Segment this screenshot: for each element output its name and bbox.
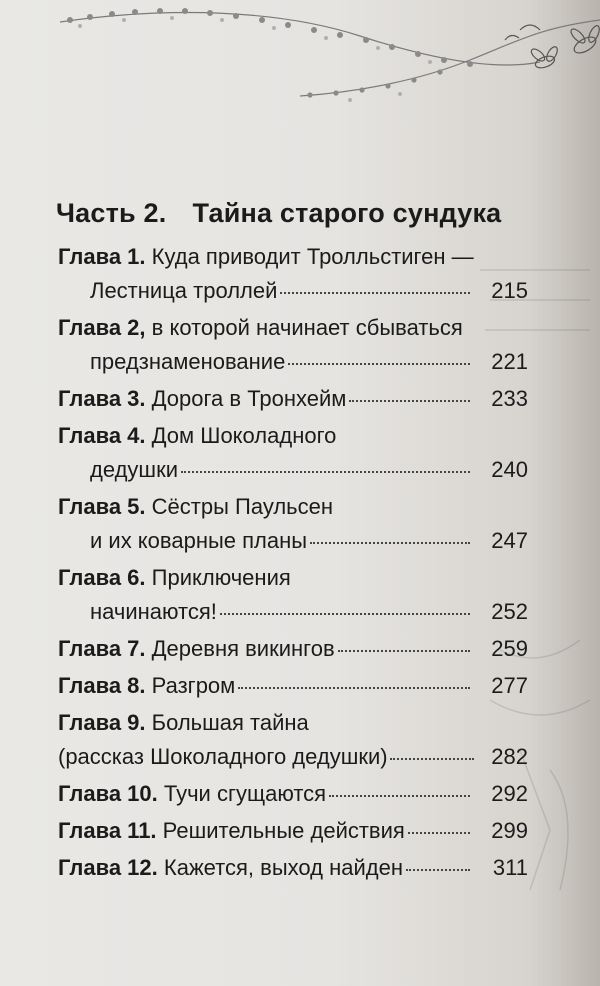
toc-entry-chapter-6 bbox=[58, 561, 528, 629]
table-of-contents bbox=[58, 240, 528, 885]
page-number: 259 bbox=[491, 636, 528, 661]
toc-entry-chapter-1 bbox=[58, 240, 528, 308]
part-label: Часть 2. bbox=[56, 198, 167, 228]
chapter-title-continuation: предзнаменование bbox=[90, 349, 286, 374]
dot-leader bbox=[338, 649, 470, 652]
chapter-title: Решительные действия bbox=[162, 818, 405, 843]
dot-leader bbox=[288, 362, 470, 365]
chapter-title: Тучи сгущаются bbox=[163, 781, 327, 806]
page-number: 233 bbox=[491, 386, 528, 411]
dot-leader bbox=[406, 868, 470, 871]
chapter-title: Сёстры Паульсен bbox=[151, 494, 334, 519]
dot-leader bbox=[390, 757, 474, 760]
dot-leader bbox=[181, 470, 470, 473]
chapter-title-continuation: начинаются! bbox=[90, 599, 217, 624]
chapter-title: Куда приводит Тролльстиген — bbox=[151, 244, 474, 269]
toc-entry-chapter-10 bbox=[58, 777, 528, 811]
chapter-label: Глава 10. bbox=[58, 781, 158, 806]
toc-entry-chapter-4 bbox=[58, 419, 528, 487]
toc-entry-chapter-3 bbox=[58, 382, 528, 416]
toc-entry-chapter-11 bbox=[58, 814, 528, 848]
chapter-title: Дом Шоколадного bbox=[151, 423, 337, 448]
chapter-title: Большая тайна bbox=[151, 710, 309, 735]
floral-vine-ornament bbox=[0, 0, 600, 140]
page-number: 277 bbox=[491, 673, 528, 698]
page-number: 247 bbox=[491, 528, 528, 553]
part-heading bbox=[56, 198, 536, 229]
toc-entry-chapter-12 bbox=[58, 851, 528, 885]
page-number: 221 bbox=[491, 349, 528, 374]
toc-entry-chapter-9 bbox=[58, 706, 528, 774]
page-number: 292 bbox=[491, 781, 528, 806]
toc-entry-chapter-7 bbox=[58, 632, 528, 666]
chapter-label: Глава 1. bbox=[58, 244, 146, 269]
chapter-label: Глава 8. bbox=[58, 673, 146, 698]
chapter-title-continuation: (рассказ Шоколадного дедушки) bbox=[58, 744, 388, 769]
dot-leader bbox=[408, 831, 470, 834]
chapter-label: Глава 11. bbox=[58, 818, 157, 843]
chapter-title: Кажется, выход найден bbox=[163, 855, 403, 880]
dot-leader bbox=[238, 686, 470, 689]
page-number: 215 bbox=[491, 278, 528, 303]
dot-leader bbox=[349, 399, 470, 402]
dot-leader bbox=[310, 541, 470, 544]
chapter-label: Глава 2, bbox=[58, 315, 146, 340]
page-number: 240 bbox=[491, 457, 528, 482]
page-number: 311 bbox=[492, 855, 528, 880]
dot-leader bbox=[280, 291, 470, 294]
toc-entry-chapter-8 bbox=[58, 669, 528, 703]
chapter-title-continuation: Лестница троллей bbox=[90, 278, 278, 303]
part-title: Тайна старого сундука bbox=[192, 198, 502, 228]
chapter-label: Глава 7. bbox=[58, 636, 146, 661]
toc-entry-chapter-2 bbox=[58, 311, 528, 379]
chapter-label: Глава 5. bbox=[58, 494, 146, 519]
chapter-label: Глава 6. bbox=[58, 565, 146, 590]
chapter-title-continuation: дедушки bbox=[90, 457, 178, 482]
chapter-label: Глава 9. bbox=[58, 710, 146, 735]
page-number: 252 bbox=[491, 599, 528, 624]
chapter-title-continuation: и их коварные планы bbox=[90, 528, 308, 553]
chapter-label: Глава 4. bbox=[58, 423, 146, 448]
page-number: 282 bbox=[491, 744, 528, 769]
toc-entry-chapter-5 bbox=[58, 490, 528, 558]
chapter-title: Приключения bbox=[151, 565, 291, 590]
chapter-title: Разгром bbox=[151, 673, 236, 698]
chapter-title: Дорога в Тронхейм bbox=[151, 386, 347, 411]
chapter-label: Глава 12. bbox=[58, 855, 158, 880]
chapter-label: Глава 3. bbox=[58, 386, 146, 411]
page-number: 299 bbox=[491, 818, 528, 843]
chapter-title: Деревня викингов bbox=[151, 636, 335, 661]
dot-leader bbox=[220, 612, 470, 615]
chapter-title: в которой начинает сбываться bbox=[151, 315, 463, 340]
dot-leader bbox=[329, 794, 470, 797]
